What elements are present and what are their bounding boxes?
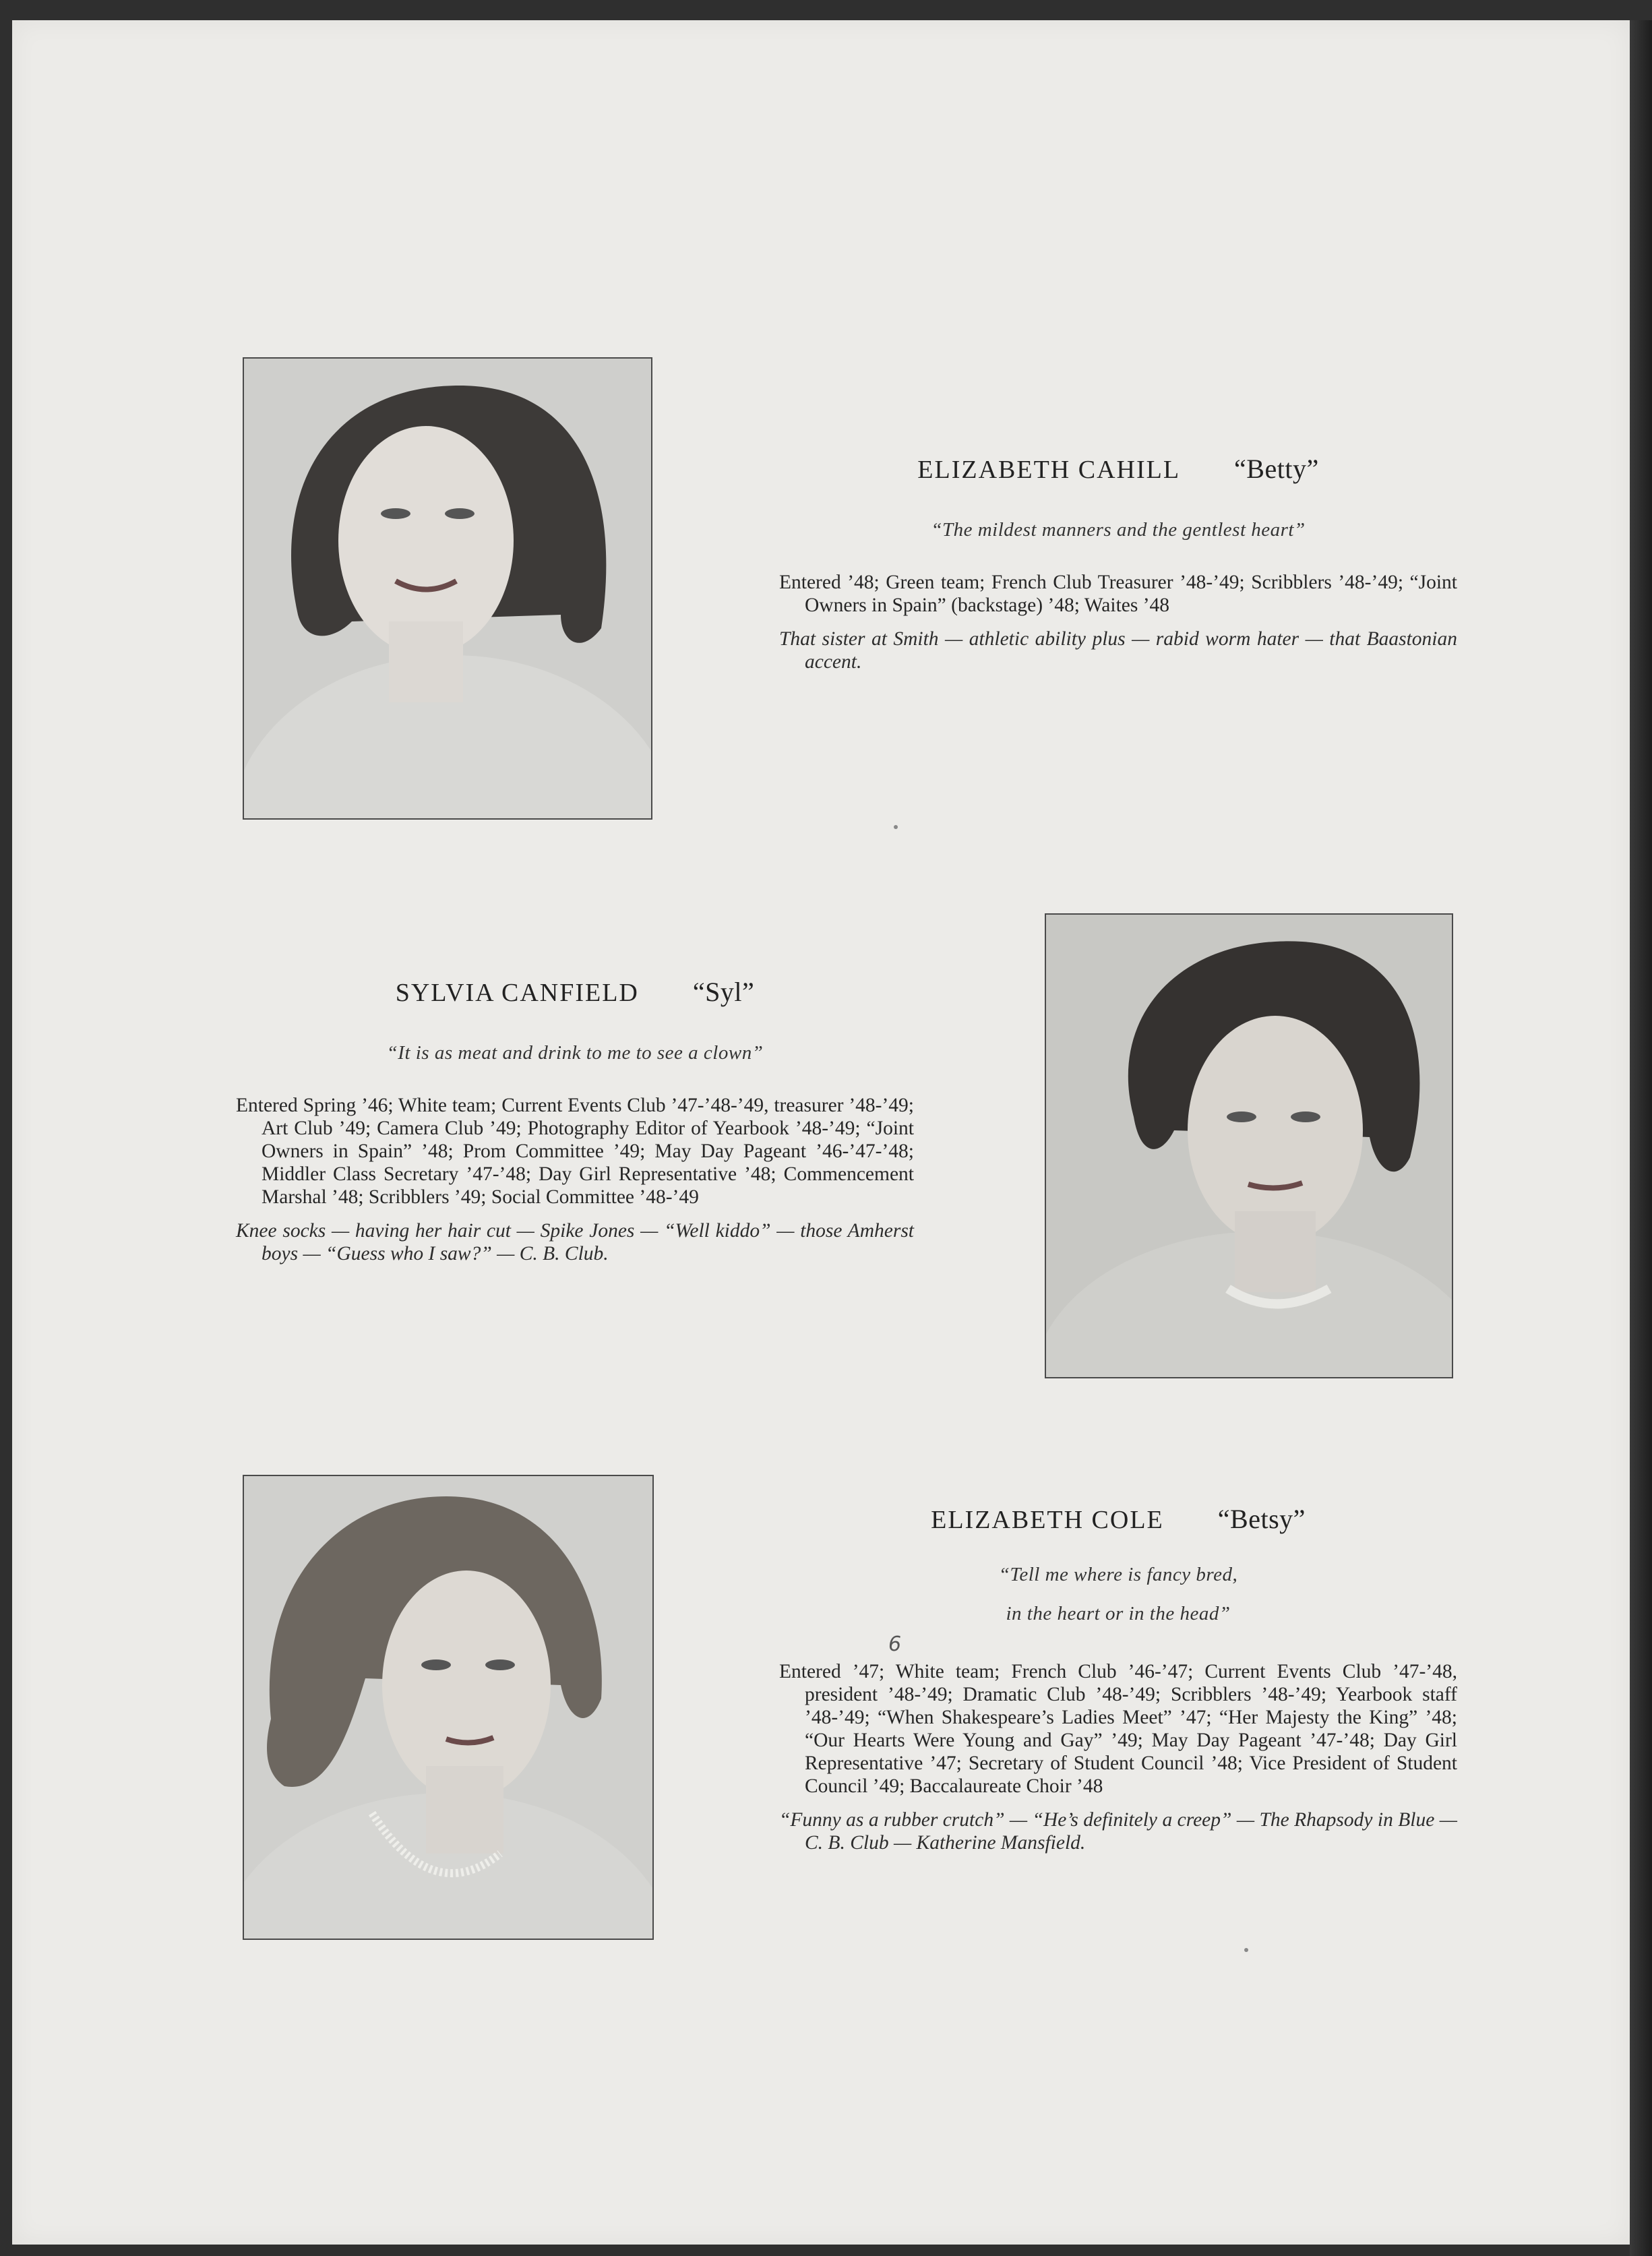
student-quote [779,510,1457,549]
student-quote [236,1033,914,1072]
student-remarks: Knee socks — having her hair cut — Spike Jones — “Well kiddo” — those Amherst boys — “Guess who I saw?” — C. B. Club. [236,1220,914,1264]
portrait-photo-sylvia-canfield [1045,913,1453,1378]
student-name-line [779,1503,1457,1535]
student-name-line [236,976,914,1008]
print-speck [894,825,898,829]
student-quote [779,1555,1457,1633]
student-name: ELIZABETH COLE [931,1506,1164,1534]
student-remarks: “Funny as a rubber crutch” — “He’s definitely a creep” — The Rhapsody in Blue — C. B. Club — Katherine Mansfield. [779,1809,1457,1854]
page-edge [1630,20,1652,2256]
handwritten-correction: 6 [888,1633,902,1656]
student-nickname: “Betsy” [1217,1504,1306,1534]
student-name: SYLVIA CANFIELD [395,979,639,1007]
student-activities: Entered Spring ’46; White team; Current Events Club ’47-’48-’49, treasurer ’48-’49; Art Club ’49; Camera Club ’49; Photography Editor of Yearbook ’48-’49; “Joint Owners in Spain” ’48; Prom Committee ’49; May Day Pageant ’46-’47-’48; Middler Class Secretary ’47-’48; Day Girl Representative ’48; Commencement Marshal ’48; Scribblers ’49; Social Committee ’48-’49 [236,1095,914,1208]
print-speck [1244,1948,1248,1952]
quote-line: in the heart or in the head” [1006,1603,1231,1624]
entry-elizabeth-cole [779,1503,1457,1854]
quote-line: “It is as meat and drink to me to see a clown” [386,1042,764,1064]
entry-elizabeth-cahill [779,453,1457,673]
student-name-line [779,453,1457,485]
portrait-photo-elizabeth-cahill [243,357,652,820]
student-activities: Entered ’48; Green team; French Club Treasurer ’48-’49; Scribblers ’48-’49; “Joint Owners in Spain” (backstage) ’48; Waites ’48 [779,572,1457,616]
portrait-photo-elizabeth-cole [243,1475,654,1940]
student-activities: Entered ’47; White team; French Club ’46-’47; Current Events Club ’47-’48, president ’48-’49; Dramatic Club ’48-’49; Scribblers ’48-’49; Yearbook staff ’48-’49; “When Shakespeare’s Ladies Meet” ’47; “Her Majesty the King” ’48; “Our Hearts Were Young and Gay” ’49; May Day Pageant ’47-’48; Day Girl Representative ’47; Secretary of Student Council ’48; Vice President of Student Council ’49; Baccalaureate Choir ’48 [779,1661,1457,1797]
student-name: ELIZABETH CAHILL [917,456,1181,484]
quote-line: “The mildest manners and the gentlest heart” [931,519,1306,541]
entry-sylvia-canfield [236,976,914,1265]
student-nickname: “Syl” [692,977,755,1007]
student-remarks: That sister at Smith — athletic ability plus — rabid worm hater — that Baastonian accent. [779,628,1457,673]
quote-line: “Tell me where is fancy bred, [998,1564,1238,1585]
student-nickname: “Betty” [1234,454,1319,484]
